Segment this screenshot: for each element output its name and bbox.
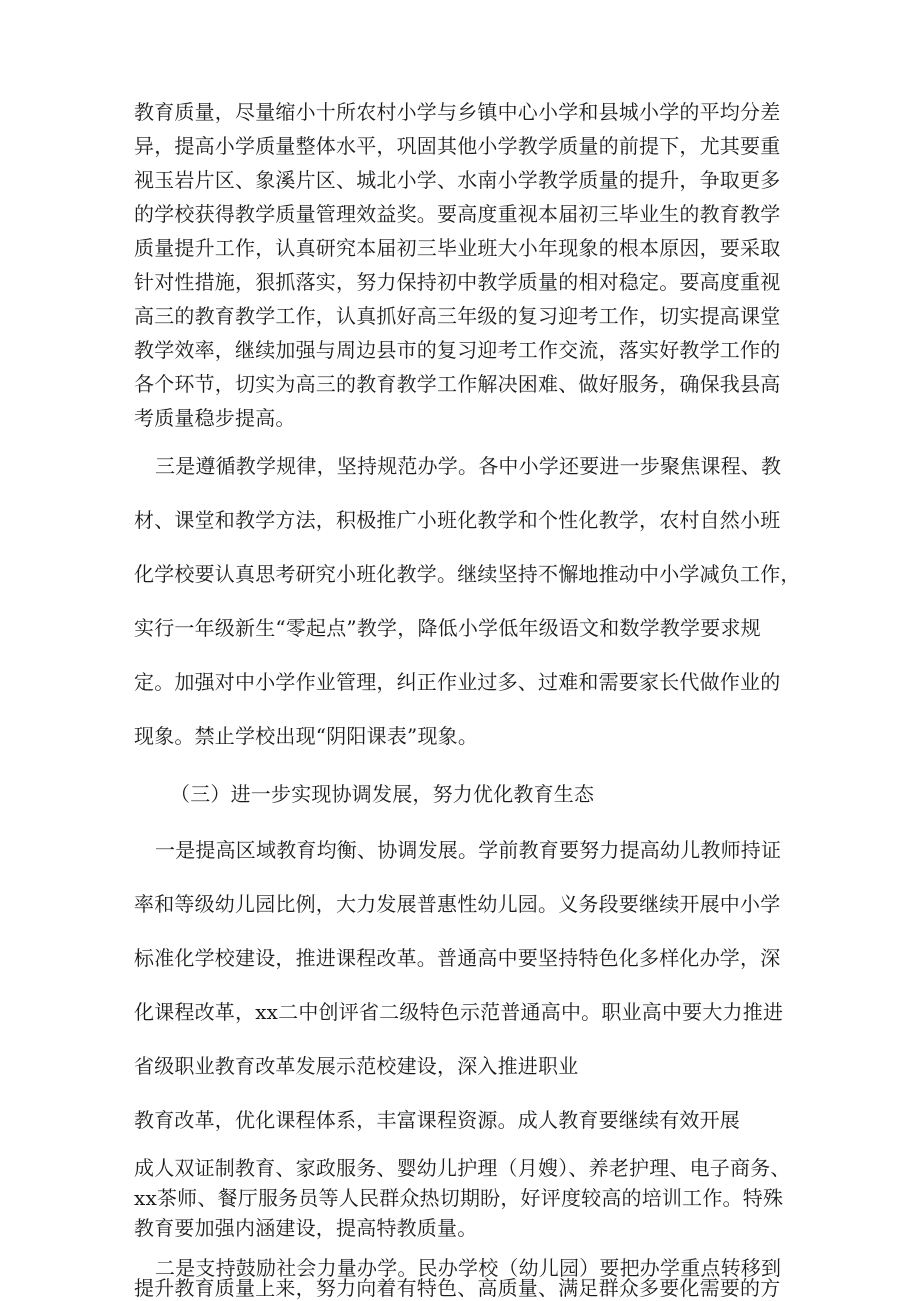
text-line: 率和等级幼儿园比例，大力发展普惠性幼儿园。义务段要继续开展中小学 <box>134 892 781 916</box>
text-line: 高三的教育教学工作，认真抓好高三年级的复习迎考工作，切实提高课堂 <box>134 304 781 328</box>
text-line: 针对性措施，狠抓落实，努力保持初中教学质量的相对稳定。要高度重视 <box>134 270 781 294</box>
text-line: 提升教育质量上来，努力向着有特色、高质量、满足群众多要化需要的方 <box>134 1276 781 1300</box>
text-line: 教育要加强内涵建设，提高特教质量。 <box>134 1216 478 1240</box>
text-line: 二是支持鼓励社会力量办学。民办学校（幼儿园）要把办学重点转移到 <box>155 1256 782 1280</box>
text-line: 现象。禁止学校出现“阴阳课表”现象。 <box>134 724 479 748</box>
text-line: 质量提升工作，认真研究本届初三毕业班大小年现象的根本原因，要采取 <box>134 236 781 260</box>
text-line: 教育改革，优化课程体系，丰富课程资源。成人教育要继续有效开展 <box>134 1108 740 1132</box>
text-line: 化学校要认真思考研究小班化教学。继续坚持不懈地推动中小学减负工作， <box>134 562 801 586</box>
text-line: 异，提高小学质量整体水平，巩固其他小学教学质量的前提下，尤其要重 <box>134 134 781 158</box>
text-line: 视玉岩片区、象溪片区、城北小学、水南小学教学质量的提升，争取更多 <box>134 168 781 192</box>
text-line: 化课程改革，xx二中创评省二级特色示范普通高中。职业高中要大力推进 <box>134 1000 784 1024</box>
text-line: 标准化学校建设，推进课程改革。普通高中要坚持特色化多样化办学，深 <box>134 946 781 970</box>
text-line: 材、课堂和教学方法，积极推广小班化教学和个性化教学，农村自然小班 <box>134 508 781 532</box>
text-line: 的学校获得教学质量管理效益奖。要高度重视本届初三毕业生的教育教学 <box>134 202 781 226</box>
text-line: 各个环节，切实为高三的教育教学工作解决困难、做好服务，确保我县高 <box>134 372 781 396</box>
text-line: 一是提高区域教育均衡、协调发展。学前教育要努力提高幼儿教师持证 <box>155 838 782 862</box>
text-line: 省级职业教育改革发展示范校建设，深入推进职业 <box>134 1054 579 1078</box>
section-heading: （三）进一步实现协调发展，努力优化教育生态 <box>170 782 595 806</box>
text-line: 教育质量，尽量缩小十所农村小学与乡镇中心小学和县城小学的平均分差 <box>134 100 781 124</box>
text-line: xx茶师、餐厅服务员等人民群众热切期盼，好评度较高的培训工作。特殊 <box>134 1186 784 1210</box>
text-line: 实行一年级新生“零起点”教学，降低小学低年级语文和数学教学要求规 <box>134 616 761 640</box>
text-line: 定。加强对中小学作业管理，纠正作业过多、过难和需要家长代做作业的 <box>134 670 781 694</box>
text-line: 成人双证制教育、家政服务、婴幼儿护理（月嫂）、养老护理、电子商务、 <box>134 1156 791 1180</box>
text-line: 三是遵循教学规律，坚持规范办学。各中小学还要进一步聚焦课程、教 <box>155 454 782 478</box>
text-line: 考质量稳步提高。 <box>134 406 296 430</box>
text-line: 教学效率，继续加强与周边县市的复习迎考工作交流，落实好教学工作的 <box>134 338 781 362</box>
